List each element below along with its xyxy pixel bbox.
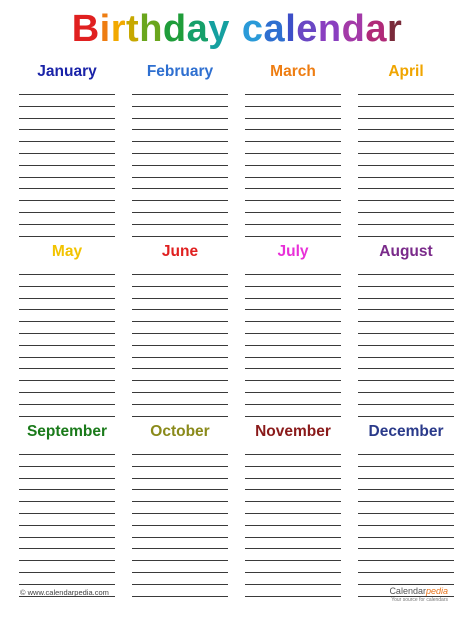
entry-line bbox=[245, 224, 341, 225]
entry-line bbox=[245, 141, 341, 142]
entry-line bbox=[245, 596, 341, 597]
entry-line bbox=[19, 584, 115, 585]
entry-line bbox=[358, 165, 454, 166]
entry-line bbox=[245, 321, 341, 322]
entry-line bbox=[245, 478, 341, 479]
entry-line bbox=[245, 200, 341, 201]
entry-line bbox=[358, 309, 454, 310]
entry-line bbox=[245, 466, 341, 467]
entry-line bbox=[245, 404, 341, 405]
entry-line bbox=[245, 392, 341, 393]
entry-line bbox=[245, 212, 341, 213]
entry-line bbox=[245, 548, 341, 549]
entry-line bbox=[358, 478, 454, 479]
month-label: May bbox=[51, 243, 83, 260]
entry-line bbox=[132, 478, 228, 479]
entry-line bbox=[132, 560, 228, 561]
month-label: August bbox=[379, 243, 433, 260]
month-block-october bbox=[132, 422, 228, 598]
entry-line bbox=[358, 404, 454, 405]
entry-line bbox=[132, 224, 228, 225]
title-letter: a bbox=[365, 8, 387, 50]
entry-line bbox=[245, 298, 341, 299]
entry-line bbox=[19, 404, 115, 405]
entry-line bbox=[132, 94, 228, 95]
month-label: March bbox=[270, 63, 316, 80]
entry-line bbox=[132, 357, 228, 358]
entry-line bbox=[132, 380, 228, 381]
title-letter: B bbox=[71, 8, 100, 50]
brand-prefix: Calendar bbox=[389, 586, 426, 596]
month-label: February bbox=[146, 63, 214, 80]
entry-line bbox=[245, 537, 341, 538]
entry-line bbox=[132, 572, 228, 573]
entry-line bbox=[19, 94, 115, 95]
month-block-june bbox=[132, 242, 228, 418]
entry-line bbox=[358, 141, 454, 142]
entry-line bbox=[132, 153, 228, 154]
entry-line bbox=[19, 548, 115, 549]
title-letter: l bbox=[285, 8, 297, 50]
month-label: January bbox=[37, 63, 97, 80]
entry-line bbox=[19, 321, 115, 322]
entry-line bbox=[358, 94, 454, 95]
month-block-august bbox=[358, 242, 454, 418]
entry-line bbox=[132, 501, 228, 502]
entry-line bbox=[19, 380, 115, 381]
entry-line bbox=[19, 489, 115, 490]
entry-line bbox=[245, 236, 341, 237]
entry-line bbox=[19, 368, 115, 369]
month-block-may bbox=[19, 242, 115, 418]
month-block-september bbox=[19, 422, 115, 598]
brand-name bbox=[389, 587, 448, 596]
entry-line bbox=[358, 572, 454, 573]
title-letter: y bbox=[208, 8, 230, 50]
entry-line bbox=[358, 466, 454, 467]
month-label: September bbox=[26, 423, 108, 440]
entry-line bbox=[19, 153, 115, 154]
month-block-february bbox=[132, 62, 228, 238]
entry-line bbox=[245, 454, 341, 455]
entry-line bbox=[132, 274, 228, 275]
entry-line bbox=[358, 118, 454, 119]
month-label: July bbox=[277, 243, 309, 260]
entry-line bbox=[19, 513, 115, 514]
title-letter: e bbox=[296, 8, 318, 50]
entry-line bbox=[358, 129, 454, 130]
title-letter: t bbox=[126, 8, 140, 50]
entry-line bbox=[132, 200, 228, 201]
entry-line bbox=[358, 106, 454, 107]
entry-line bbox=[245, 345, 341, 346]
entry-line bbox=[132, 298, 228, 299]
entry-line bbox=[358, 345, 454, 346]
entry-line bbox=[358, 286, 454, 287]
entry-line bbox=[132, 106, 228, 107]
entry-line bbox=[358, 357, 454, 358]
entry-line bbox=[358, 380, 454, 381]
month-block-january bbox=[19, 62, 115, 238]
entry-line bbox=[132, 513, 228, 514]
brand-tagline: Your source for calendars bbox=[391, 597, 448, 603]
entry-line bbox=[245, 333, 341, 334]
entry-line bbox=[132, 596, 228, 597]
entry-line bbox=[132, 416, 228, 417]
entry-line bbox=[19, 392, 115, 393]
entry-line bbox=[358, 224, 454, 225]
entry-line bbox=[245, 106, 341, 107]
entry-line bbox=[245, 489, 341, 490]
entry-line bbox=[132, 309, 228, 310]
entry-line bbox=[358, 368, 454, 369]
entry-line bbox=[358, 177, 454, 178]
entry-line bbox=[245, 416, 341, 417]
title-letter: h bbox=[139, 8, 163, 50]
entry-line bbox=[245, 525, 341, 526]
entry-line bbox=[132, 454, 228, 455]
entry-line bbox=[19, 345, 115, 346]
entry-line bbox=[358, 416, 454, 417]
entry-line bbox=[358, 513, 454, 514]
entry-line bbox=[245, 368, 341, 369]
entry-line bbox=[132, 286, 228, 287]
entry-line bbox=[358, 274, 454, 275]
entry-line bbox=[19, 118, 115, 119]
entry-line bbox=[132, 345, 228, 346]
entry-line bbox=[358, 537, 454, 538]
footer-logo bbox=[389, 587, 448, 605]
title-letter: n bbox=[317, 8, 342, 50]
entry-line bbox=[358, 489, 454, 490]
entry-line bbox=[132, 537, 228, 538]
entry-line bbox=[132, 525, 228, 526]
entry-line bbox=[19, 188, 115, 189]
month-label: October bbox=[150, 423, 210, 440]
entry-line bbox=[132, 236, 228, 237]
entry-line bbox=[19, 286, 115, 287]
month-label: June bbox=[161, 243, 199, 260]
brand-suffix: pedia bbox=[425, 586, 448, 596]
title-letter: a bbox=[186, 8, 209, 50]
entry-line bbox=[358, 584, 454, 585]
entry-line bbox=[245, 118, 341, 119]
entry-line bbox=[245, 286, 341, 287]
entry-line bbox=[358, 392, 454, 393]
month-label: November bbox=[255, 423, 331, 440]
entry-line bbox=[358, 188, 454, 189]
title-letter: r bbox=[386, 8, 403, 50]
footer-copyright: © www.calendarpedia.com bbox=[20, 588, 109, 597]
entry-line bbox=[19, 333, 115, 334]
entry-line bbox=[358, 560, 454, 561]
title-letter: d bbox=[341, 8, 366, 50]
month-block-april bbox=[358, 62, 454, 238]
entry-line bbox=[19, 501, 115, 502]
month-block-july bbox=[245, 242, 341, 418]
entry-line bbox=[19, 560, 115, 561]
entry-line bbox=[132, 118, 228, 119]
title-letter: c bbox=[241, 8, 264, 50]
entry-line bbox=[358, 212, 454, 213]
entry-line bbox=[19, 141, 115, 142]
entry-line bbox=[245, 153, 341, 154]
entry-line bbox=[358, 321, 454, 322]
title-letter: i bbox=[99, 8, 111, 50]
entry-line bbox=[19, 309, 115, 310]
entry-line bbox=[358, 548, 454, 549]
entry-line bbox=[358, 333, 454, 334]
entry-line bbox=[132, 392, 228, 393]
entry-line bbox=[132, 333, 228, 334]
entry-line bbox=[19, 165, 115, 166]
entry-line bbox=[132, 165, 228, 166]
entry-line bbox=[19, 274, 115, 275]
entry-line bbox=[19, 200, 115, 201]
entry-line bbox=[19, 525, 115, 526]
month-block-march bbox=[245, 62, 341, 238]
entry-line bbox=[19, 177, 115, 178]
entry-line bbox=[358, 298, 454, 299]
entry-line bbox=[132, 548, 228, 549]
month-label: December bbox=[368, 423, 444, 440]
entry-line bbox=[19, 106, 115, 107]
entry-line bbox=[245, 501, 341, 502]
entry-line bbox=[132, 141, 228, 142]
entry-line bbox=[245, 357, 341, 358]
entry-line bbox=[19, 416, 115, 417]
entry-line bbox=[245, 309, 341, 310]
entry-line bbox=[19, 236, 115, 237]
month-label: April bbox=[388, 63, 424, 80]
page-title bbox=[0, 6, 474, 52]
title-letter: r bbox=[110, 8, 127, 50]
title-letter: a bbox=[263, 8, 286, 50]
entry-line bbox=[132, 404, 228, 405]
entry-line bbox=[358, 501, 454, 502]
entry-line bbox=[358, 153, 454, 154]
entry-line bbox=[132, 368, 228, 369]
entry-line bbox=[19, 298, 115, 299]
entry-line bbox=[245, 584, 341, 585]
entry-line bbox=[19, 212, 115, 213]
entry-line bbox=[19, 454, 115, 455]
entry-line bbox=[132, 188, 228, 189]
entry-line bbox=[132, 129, 228, 130]
entry-line bbox=[19, 466, 115, 467]
entry-line bbox=[132, 466, 228, 467]
entry-line bbox=[19, 572, 115, 573]
entry-line bbox=[19, 129, 115, 130]
entry-line bbox=[245, 274, 341, 275]
entry-line bbox=[19, 478, 115, 479]
entry-line bbox=[358, 236, 454, 237]
entry-line bbox=[245, 380, 341, 381]
entry-line bbox=[19, 357, 115, 358]
entry-line bbox=[245, 165, 341, 166]
entry-line bbox=[132, 177, 228, 178]
entry-line bbox=[245, 129, 341, 130]
month-block-december bbox=[358, 422, 454, 598]
entry-line bbox=[132, 212, 228, 213]
month-block-november bbox=[245, 422, 341, 598]
entry-line bbox=[358, 525, 454, 526]
entry-line bbox=[245, 188, 341, 189]
entry-line bbox=[132, 584, 228, 585]
entry-line bbox=[245, 513, 341, 514]
entry-line bbox=[132, 489, 228, 490]
title-letter: d bbox=[162, 8, 187, 50]
entry-line bbox=[358, 200, 454, 201]
entry-line bbox=[358, 454, 454, 455]
entry-line bbox=[19, 537, 115, 538]
entry-line bbox=[245, 572, 341, 573]
entry-line bbox=[245, 94, 341, 95]
entry-line bbox=[19, 224, 115, 225]
entry-line bbox=[245, 560, 341, 561]
entry-line bbox=[132, 321, 228, 322]
entry-line bbox=[245, 177, 341, 178]
